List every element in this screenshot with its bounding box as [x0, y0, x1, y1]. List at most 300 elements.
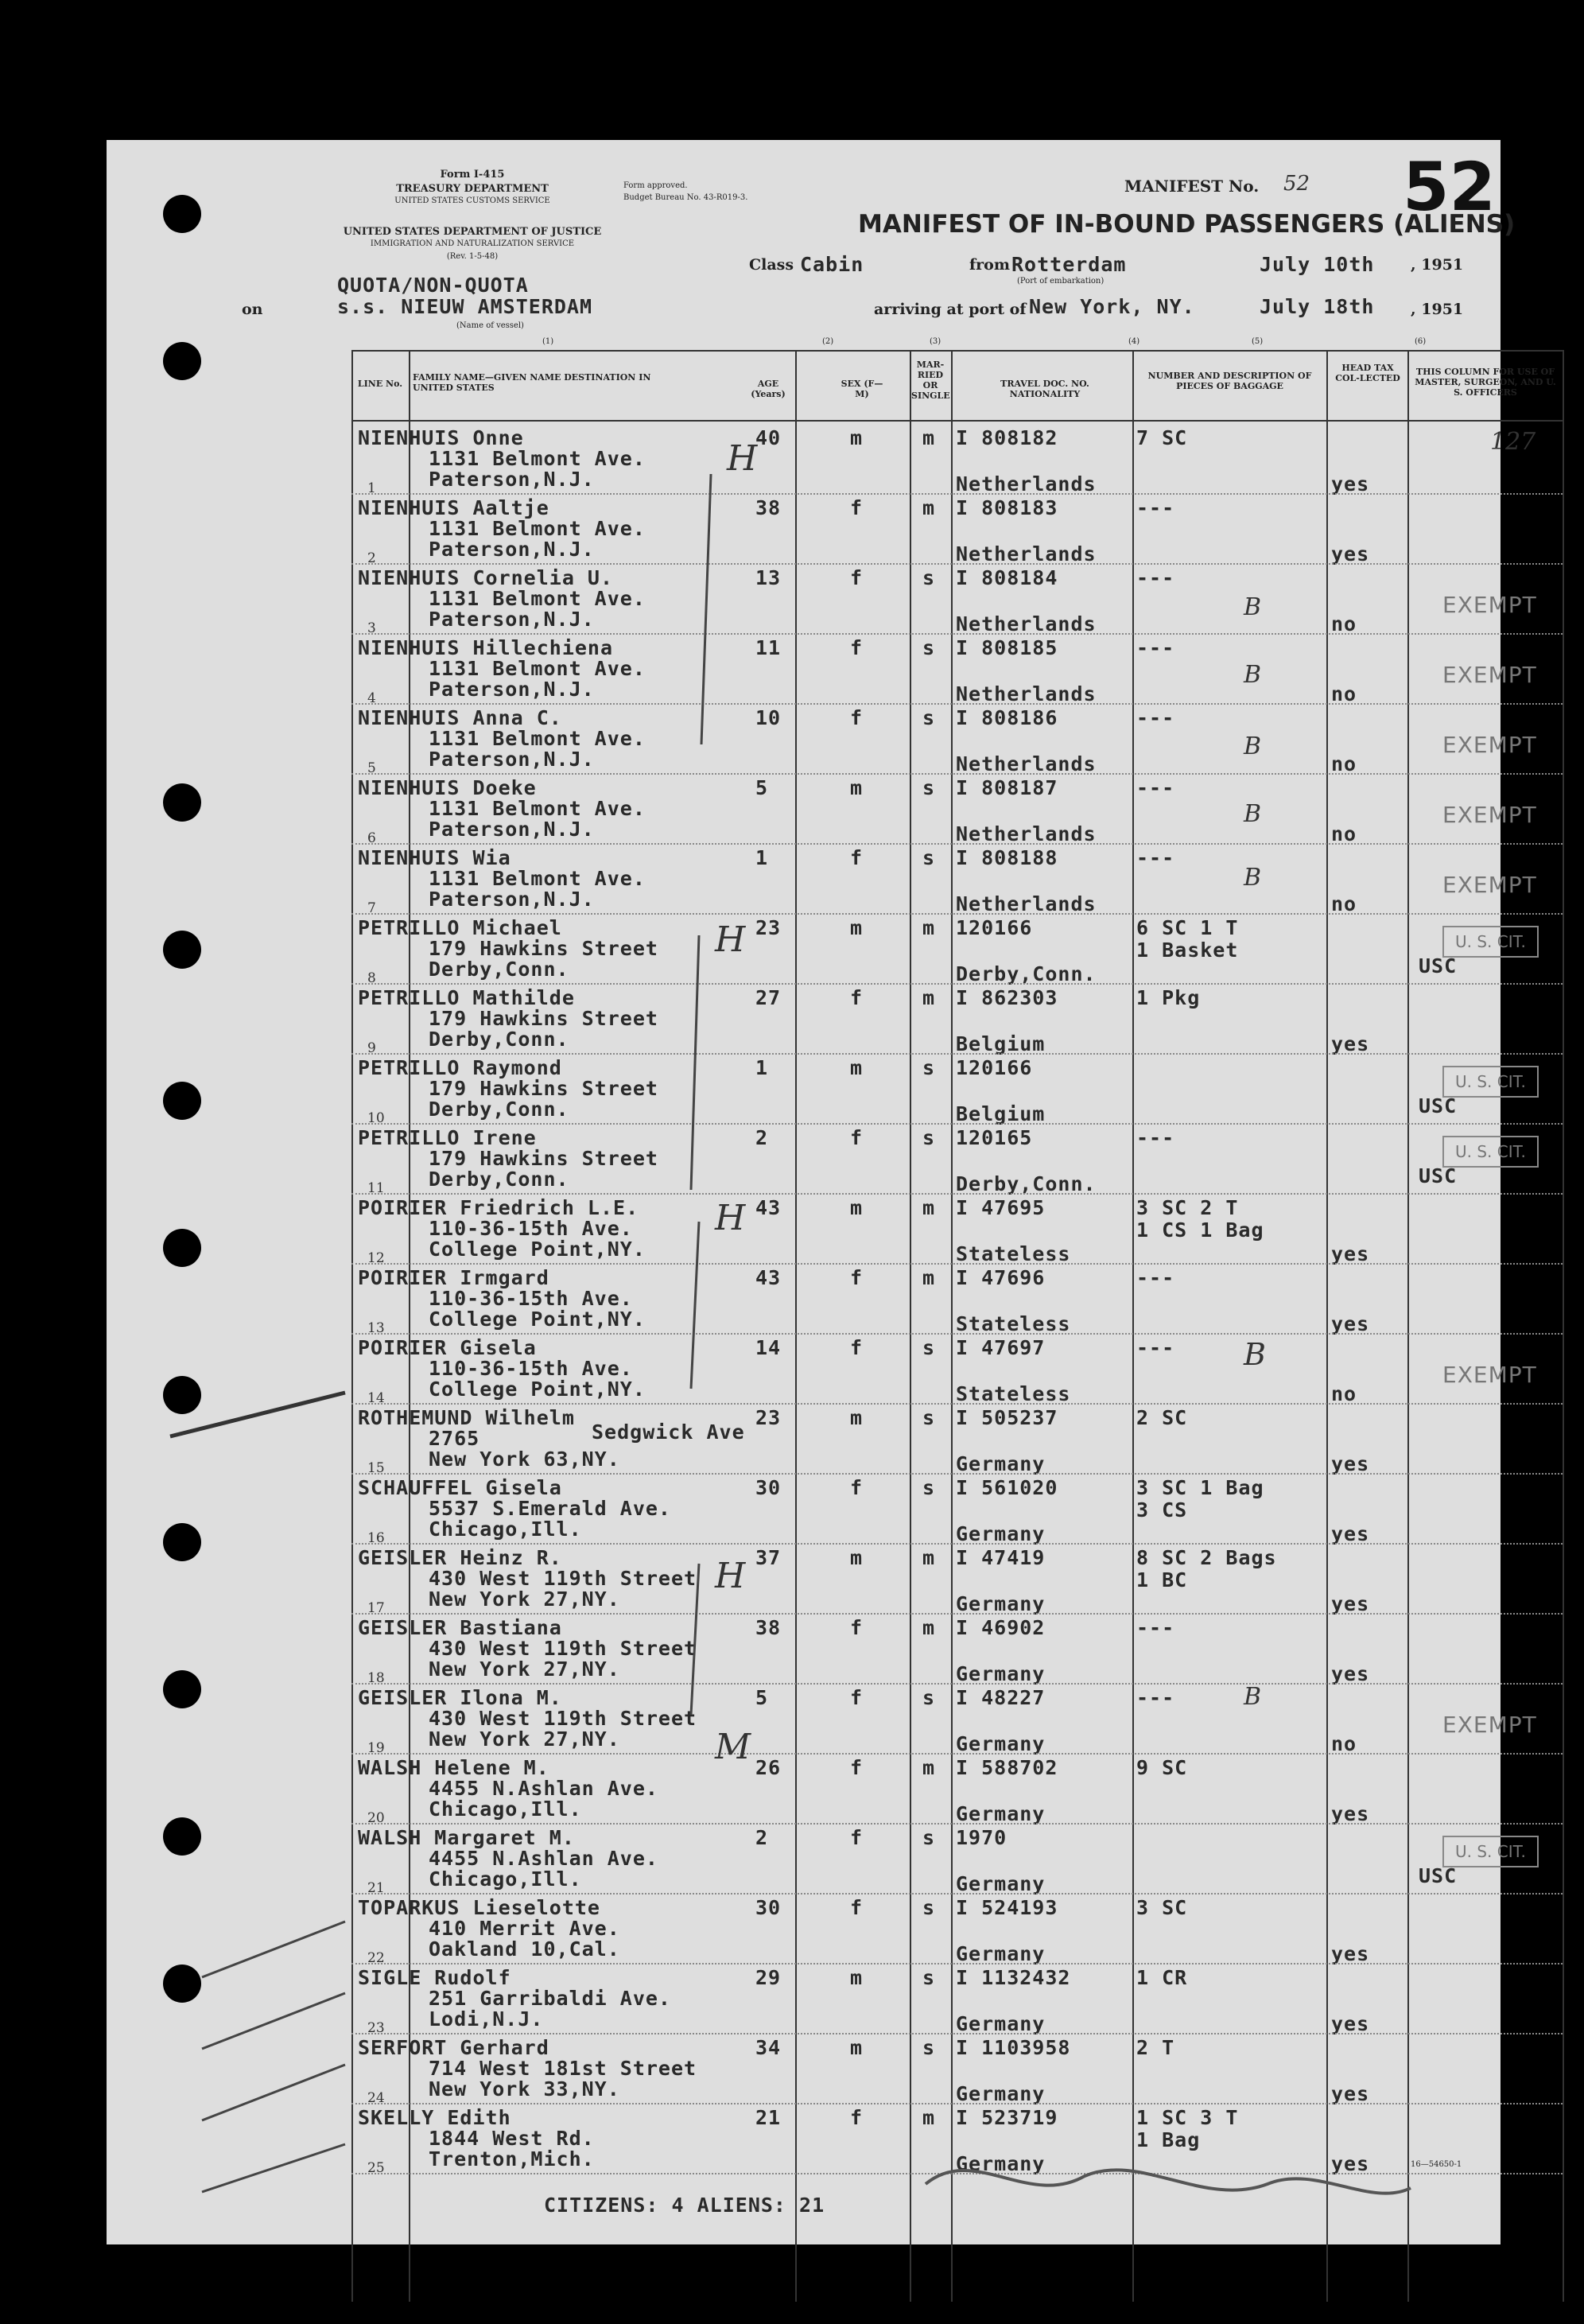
- passenger-sex: m: [850, 1546, 864, 1569]
- passenger-head-tax: no: [1331, 1732, 1357, 1755]
- passenger-baggage: ---: [1136, 496, 1175, 519]
- passenger-address: 179 Hawkins Street: [429, 1007, 658, 1030]
- passenger-marital: s: [922, 776, 936, 799]
- passenger-baggage: 8 SC 2 Bags: [1136, 1546, 1277, 1569]
- class-label: Class: [749, 256, 794, 274]
- passenger-doc-no: I 808188: [956, 846, 1058, 869]
- passenger-sex: m: [850, 1406, 864, 1429]
- passenger-address: 4455 N.Ashlan Ave.: [429, 1847, 658, 1870]
- header-name: FAMILY NAME—GIVEN NAME DESTINATION IN UNITED STATES: [413, 372, 651, 393]
- col-num-4: (4): [1128, 337, 1140, 346]
- passenger-head-tax: USC: [1419, 1864, 1458, 1887]
- arrival-date: July 18th: [1260, 295, 1375, 318]
- passenger-doc-no: I 862303: [956, 986, 1058, 1009]
- passenger-head-tax: no: [1331, 822, 1357, 845]
- passenger-city: New York 27,NY.: [429, 1658, 620, 1681]
- passenger-head-tax: yes: [1331, 472, 1370, 496]
- passenger-age: 40: [755, 426, 782, 449]
- passenger-marital: m: [922, 1756, 936, 1779]
- passenger-marital: s: [922, 566, 936, 589]
- passenger-baggage: ---: [1136, 1126, 1175, 1149]
- pen-stroke: [202, 2144, 345, 2192]
- passenger-name: NIENHUIS Hillechiena: [358, 636, 614, 659]
- manifest-sheet: [107, 140, 1556, 2244]
- passenger-sex: f: [850, 1756, 864, 1779]
- passenger-sex: f: [850, 1126, 864, 1149]
- passenger-baggage: 2 T: [1136, 2036, 1175, 2059]
- passenger-address: 1131 Belmont Ave.: [429, 727, 646, 750]
- passenger-doc-no: 120166: [956, 916, 1033, 939]
- passenger-line-no: 17: [367, 1600, 385, 1616]
- passenger-name: NIENHUIS Cornelia U.: [358, 566, 614, 589]
- passenger-line-no: 4: [367, 690, 376, 706]
- hand-mark-h: H: [715, 1198, 746, 1238]
- passenger-address: 179 Hawkins Street: [429, 1077, 658, 1100]
- binder-hole: [163, 342, 201, 380]
- justice-dept: UNITED STATES DEPARTMENT OF JUSTICE: [343, 226, 602, 238]
- embarkation-note: (Port of embarkation): [1017, 277, 1105, 286]
- passenger-nationality: Netherlands: [956, 542, 1097, 565]
- passenger-line-no: 7: [367, 900, 376, 916]
- passenger-nationality: Germany: [956, 1452, 1046, 1475]
- passenger-marital: s: [922, 1056, 936, 1079]
- passenger-name: PETRILLO Mathilde: [358, 986, 575, 1009]
- passenger-name: POIRIER Friedrich L.E.: [358, 1196, 639, 1219]
- passenger-marital: m: [922, 1546, 936, 1569]
- passenger-line-no: 19: [367, 1740, 385, 1756]
- passenger-name: GEISLER Bastiana: [358, 1616, 562, 1639]
- form-approved: Form approved.: [623, 181, 688, 190]
- passenger-line-no: 15: [367, 1460, 385, 1476]
- passenger-name: POIRIER Irmgard: [358, 1266, 549, 1289]
- passenger-sex: f: [850, 1896, 864, 1919]
- passenger-address: 110-36-15th Ave.: [429, 1357, 633, 1380]
- passenger-marital: s: [922, 636, 936, 659]
- passenger-city: College Point,NY.: [429, 1308, 646, 1331]
- passenger-baggage: ---: [1136, 776, 1175, 799]
- revision: (Rev. 1-5-48): [446, 252, 499, 261]
- passenger-nationality: Germany: [956, 2152, 1046, 2175]
- header-married: MAR-RIED OR SINGLE: [911, 359, 950, 401]
- passenger-name: NIENHUIS Onne: [358, 426, 524, 449]
- passenger-address: 2765: [429, 1427, 480, 1450]
- binder-hole: [163, 783, 201, 822]
- passenger-marital: s: [922, 1896, 936, 1919]
- passenger-marital: m: [922, 426, 936, 449]
- passenger-nationality: Netherlands: [956, 472, 1097, 496]
- passenger-age: 38: [755, 496, 782, 519]
- passenger-baggage: 3 SC: [1136, 1896, 1188, 1919]
- passenger-age: 23: [755, 916, 782, 939]
- passenger-address: 430 West 119th Street: [429, 1707, 697, 1730]
- signature-scribble: [926, 2170, 1411, 2193]
- passenger-age: 34: [755, 2036, 782, 2059]
- exempt-stamp: EXEMPT: [1442, 1712, 1537, 1738]
- passenger-address: 430 West 119th Street: [429, 1567, 697, 1590]
- passenger-doc-no: I 561020: [956, 1476, 1058, 1499]
- passenger-head-tax: yes: [1331, 1312, 1370, 1335]
- passenger-nationality: Netherlands: [956, 822, 1097, 845]
- passenger-doc-no: I 808183: [956, 496, 1058, 519]
- exempt-stamp: EXEMPT: [1442, 872, 1537, 898]
- passenger-name: PETRILLO Michael: [358, 916, 562, 939]
- passenger-marital: m: [922, 496, 936, 519]
- passenger-head-tax: USC: [1419, 954, 1458, 977]
- passenger-city: Trenton,Mich.: [429, 2147, 595, 2170]
- passenger-address: 1844 West Rd.: [429, 2127, 595, 2150]
- passenger-line-no: 3: [367, 620, 376, 636]
- passenger-doc-no: I 47419: [956, 1546, 1046, 1569]
- passenger-address: 430 West 119th Street: [429, 1637, 697, 1660]
- hand-mark-b: B: [1244, 800, 1262, 828]
- passenger-name: NIENHUIS Anna C.: [358, 706, 562, 729]
- passenger-name: WALSH Helene M.: [358, 1756, 549, 1779]
- exempt-stamp: EXEMPT: [1442, 1362, 1537, 1388]
- passenger-doc-no: I 505237: [956, 1406, 1058, 1429]
- passenger-marital: s: [922, 1826, 936, 1849]
- passenger-baggage-2: 1 Bag: [1136, 2128, 1201, 2151]
- passenger-baggage: ---: [1136, 1266, 1175, 1289]
- passenger-nationality: Germany: [956, 1942, 1046, 1965]
- manifest-big-number: 52: [1403, 148, 1496, 226]
- passenger-head-tax: no: [1331, 1382, 1357, 1405]
- passenger-sex: f: [850, 1476, 864, 1499]
- passenger-name: PETRILLO Irene: [358, 1126, 537, 1149]
- passenger-marital: m: [922, 1266, 936, 1289]
- passenger-nationality: Netherlands: [956, 752, 1097, 775]
- passenger-baggage: 3 SC 2 T: [1136, 1196, 1239, 1219]
- passenger-head-tax: no: [1331, 892, 1357, 915]
- passenger-baggage: 3 SC 1 Bag: [1136, 1476, 1264, 1499]
- departure-date: July 10th: [1260, 253, 1375, 276]
- passenger-address: 1131 Belmont Ave.: [429, 867, 646, 890]
- col-num-1: (1): [542, 337, 554, 346]
- passenger-line-no: 16: [367, 1530, 385, 1546]
- passenger-marital: m: [922, 1196, 936, 1219]
- passenger-head-tax: yes: [1331, 1802, 1370, 1825]
- treasury-dept: TREASURY DEPARTMENT: [396, 183, 549, 195]
- passenger-baggage: ---: [1136, 1616, 1175, 1639]
- passenger-age: 26: [755, 1756, 782, 1779]
- officer-note: 127: [1490, 428, 1536, 456]
- on-label: on: [242, 301, 263, 318]
- passenger-baggage: 6 SC 1 T: [1136, 916, 1239, 939]
- passenger-sex: f: [850, 496, 864, 519]
- col-num-2: (2): [822, 337, 834, 346]
- passenger-name: GEISLER Heinz R.: [358, 1546, 562, 1569]
- passenger-age: 23: [755, 1406, 782, 1429]
- pen-stroke: [202, 1922, 345, 1977]
- passenger-city: Derby,Conn.: [429, 1028, 569, 1051]
- passenger-age: 30: [755, 1896, 782, 1919]
- passenger-line-no: 18: [367, 1670, 385, 1686]
- manifest-no-label: MANIFEST No.: [1124, 177, 1260, 196]
- passenger-line-no: 5: [367, 760, 376, 776]
- passenger-sex: f: [850, 986, 864, 1009]
- passenger-age: 5: [755, 776, 769, 799]
- header-line-no: LINE No.: [357, 379, 403, 389]
- us-citizen-stamp: U. S. CIT.: [1442, 1836, 1539, 1867]
- passenger-line-no: 21: [367, 1880, 385, 1896]
- hand-mark-b: B: [1244, 1337, 1266, 1372]
- passenger-age: 2: [755, 1826, 769, 1849]
- passenger-head-tax: yes: [1331, 542, 1370, 565]
- vessel-note: (Name of vessel): [456, 321, 524, 330]
- passenger-sex: f: [850, 1826, 864, 1849]
- passenger-doc-no: I 524193: [956, 1896, 1058, 1919]
- passenger-baggage: ---: [1136, 566, 1175, 589]
- passenger-sex: f: [850, 1616, 864, 1639]
- passenger-name: PETRILLO Raymond: [358, 1056, 562, 1079]
- us-citizen-stamp: U. S. CIT.: [1442, 926, 1539, 958]
- hand-mark-h: H: [727, 438, 758, 479]
- ins-service: IMMIGRATION AND NATURALIZATION SERVICE: [370, 239, 575, 248]
- passenger-baggage-2: 1 Basket: [1136, 939, 1239, 962]
- passenger-nationality: Netherlands: [956, 682, 1097, 705]
- passenger-age: 37: [755, 1546, 782, 1569]
- passenger-sex: m: [850, 776, 864, 799]
- passenger-city: Paterson,N.J.: [429, 608, 595, 631]
- exempt-stamp: EXEMPT: [1442, 592, 1537, 618]
- passenger-nationality: Derby,Conn.: [956, 962, 1097, 985]
- passenger-doc-no: I 808185: [956, 636, 1058, 659]
- printer-code: 16—54650-1: [1411, 2160, 1462, 2169]
- hand-mark-b: B: [1244, 733, 1262, 760]
- passenger-city: Chicago,Ill.: [429, 1797, 582, 1821]
- passenger-head-tax: yes: [1331, 1942, 1370, 1965]
- passenger-address: 1131 Belmont Ave.: [429, 587, 646, 610]
- passenger-head-tax: yes: [1331, 1242, 1370, 1265]
- passenger-address: 1131 Belmont Ave.: [429, 517, 646, 540]
- arrival-year: , 1951: [1411, 301, 1464, 318]
- passenger-city: Paterson,N.J.: [429, 748, 595, 771]
- passenger-marital: m: [922, 916, 936, 939]
- passenger-baggage: ---: [1136, 1686, 1175, 1709]
- passenger-baggage-2: 3 CS: [1136, 1498, 1188, 1521]
- passenger-city: Chicago,Ill.: [429, 1518, 582, 1541]
- passenger-baggage: 1 CR: [1136, 1966, 1188, 1989]
- passenger-marital: s: [922, 2036, 936, 2059]
- customs-service: UNITED STATES CUSTOMS SERVICE: [394, 196, 550, 205]
- passenger-line-no: 22: [367, 1950, 385, 1966]
- passenger-head-tax: yes: [1331, 1522, 1370, 1545]
- passenger-city: Oakland 10,Cal.: [429, 1937, 620, 1961]
- passenger-city: New York 27,NY.: [429, 1588, 620, 1611]
- passenger-name: GEISLER Ilona M.: [358, 1686, 562, 1709]
- passenger-address: 251 Garribaldi Ave.: [429, 1987, 671, 2010]
- col-num-5: (5): [1252, 337, 1264, 346]
- passenger-line-no: 24: [367, 2090, 385, 2106]
- header-officers: THIS COLUMN FOR USE OF MASTER, SURGEON, AND U. S. OFFICERS: [1415, 367, 1556, 398]
- passenger-line-no: 20: [367, 1810, 385, 1826]
- passenger-head-tax: yes: [1331, 1032, 1370, 1055]
- passenger-name: TOPARKUS Lieselotte: [358, 1896, 600, 1919]
- passenger-city: Paterson,N.J.: [429, 888, 595, 911]
- passenger-nationality: Germany: [956, 1592, 1046, 1615]
- us-citizen-stamp: U. S. CIT.: [1442, 1066, 1539, 1098]
- pen-stroke: [691, 1564, 699, 1715]
- passenger-nationality: Germany: [956, 1662, 1046, 1685]
- passenger-line-no: 1: [367, 480, 376, 496]
- passenger-city: Derby,Conn.: [429, 958, 569, 981]
- passenger-address: 1131 Belmont Ave.: [429, 797, 646, 820]
- passenger-name: SIGLE Rudolf: [358, 1966, 511, 1989]
- passenger-line-no: 11: [367, 1180, 385, 1196]
- binder-hole: [163, 1523, 201, 1561]
- passenger-nationality: Germany: [956, 2082, 1046, 2105]
- passenger-address: 410 Merrit Ave.: [429, 1917, 620, 1940]
- passenger-baggage: 1 Pkg: [1136, 986, 1201, 1009]
- header-travel-doc: TRAVEL DOC. NO. NATIONALITY: [1000, 379, 1089, 399]
- passenger-head-tax: USC: [1419, 1094, 1458, 1117]
- passenger-nationality: Germany: [956, 1732, 1046, 1755]
- passenger-age: 10: [755, 706, 782, 729]
- hand-mark-m: M: [715, 1727, 751, 1767]
- budget-bureau: Budget Bureau No. 43-R019-3.: [623, 193, 748, 202]
- header-baggage: NUMBER AND DESCRIPTION OF PIECES OF BAGGAGE: [1147, 371, 1312, 391]
- manifest-no-value: 52: [1283, 172, 1310, 196]
- passenger-sex: m: [850, 1966, 864, 1989]
- passenger-city: Paterson,N.J.: [429, 468, 595, 491]
- passenger-baggage: ---: [1136, 706, 1175, 729]
- header-head-tax: HEAD TAX COL-LECTED: [1335, 363, 1400, 383]
- passenger-city: Paterson,N.J.: [429, 678, 595, 701]
- passenger-name: ROTHEMUND Wilhelm: [358, 1406, 575, 1429]
- passenger-head-tax: yes: [1331, 2012, 1370, 2035]
- passenger-age: 30: [755, 1476, 782, 1499]
- passenger-head-tax: no: [1331, 682, 1357, 705]
- passenger-doc-no: I 1132432: [956, 1966, 1071, 1989]
- passenger-age: 1: [755, 1056, 769, 1079]
- binder-hole: [163, 195, 201, 233]
- passenger-name: NIENHUIS Aaltje: [358, 496, 549, 519]
- passenger-baggage: 1 SC 3 T: [1136, 2106, 1239, 2129]
- header-sex: SEX (F—M): [841, 379, 883, 399]
- passenger-doc-no: I 808184: [956, 566, 1058, 589]
- passenger-line-no: 2: [367, 550, 376, 566]
- passenger-marital: s: [922, 1686, 936, 1709]
- binder-hole: [163, 1082, 201, 1120]
- passenger-sex: f: [850, 1266, 864, 1289]
- hand-mark-h: H: [715, 919, 746, 960]
- passenger-baggage: 2 SC: [1136, 1406, 1188, 1429]
- passenger-nationality: Stateless: [956, 1382, 1071, 1405]
- totals-line: CITIZENS: 4 ALIENS: 21: [544, 2194, 825, 2217]
- passenger-nationality: Derby,Conn.: [956, 1172, 1097, 1195]
- arrival-port: New York, NY.: [1029, 295, 1195, 318]
- header-age: AGE (Years): [751, 379, 786, 399]
- arriving-label: arriving at port of: [874, 301, 1027, 318]
- passenger-age: 21: [755, 2106, 782, 2129]
- col-num-6: (6): [1415, 337, 1427, 346]
- passenger-marital: m: [922, 2106, 936, 2129]
- binder-hole: [163, 1965, 201, 2003]
- passenger-doc-no: 120165: [956, 1126, 1033, 1149]
- passenger-city: New York 63,NY.: [429, 1448, 620, 1471]
- exempt-stamp: EXEMPT: [1442, 802, 1537, 828]
- exempt-stamp: EXEMPT: [1442, 662, 1537, 688]
- passenger-marital: m: [922, 1616, 936, 1639]
- pen-stroke: [202, 1993, 345, 2049]
- passenger-age: 43: [755, 1196, 782, 1219]
- manifest-title: MANIFEST OF IN-BOUND PASSENGERS (ALIENS): [858, 210, 1516, 239]
- passenger-doc-no: I 808182: [956, 426, 1058, 449]
- passenger-sex: f: [850, 566, 864, 589]
- pen-stroke: [691, 1222, 699, 1389]
- passenger-age: 27: [755, 986, 782, 1009]
- passenger-line-no: 8: [367, 970, 376, 986]
- passenger-address: 1131 Belmont Ave.: [429, 657, 646, 680]
- binder-hole: [163, 1229, 201, 1267]
- passenger-head-tax: yes: [1331, 1592, 1370, 1615]
- passenger-age: 1: [755, 846, 769, 869]
- passenger-age: 2: [755, 1126, 769, 1149]
- passenger-sex: f: [850, 1336, 864, 1359]
- passenger-age: 14: [755, 1336, 782, 1359]
- passenger-nationality: Belgium: [956, 1102, 1046, 1125]
- passenger-sex: f: [850, 706, 864, 729]
- binder-hole: [163, 1670, 201, 1708]
- binder-hole: [163, 1817, 201, 1856]
- passenger-doc-no: I 1103958: [956, 2036, 1071, 2059]
- binder-hole: [163, 1376, 201, 1414]
- pen-stroke: [701, 474, 711, 744]
- passenger-sex: f: [850, 1686, 864, 1709]
- passenger-doc-no: I 808186: [956, 706, 1058, 729]
- form-number: Form I-415: [440, 169, 505, 181]
- passenger-city: Lodi,N.J.: [429, 2007, 544, 2031]
- exempt-stamp: EXEMPT: [1442, 732, 1537, 758]
- passenger-doc-no: 120166: [956, 1056, 1033, 1079]
- passenger-sex: f: [850, 846, 864, 869]
- passenger-baggage-2: 1 CS 1 Bag: [1136, 1218, 1264, 1242]
- passenger-nationality: Netherlands: [956, 892, 1097, 915]
- passenger-address: 4455 N.Ashlan Ave.: [429, 1777, 658, 1800]
- passenger-sex: m: [850, 1056, 864, 1079]
- passenger-sex: m: [850, 1196, 864, 1219]
- passenger-baggage: ---: [1136, 1336, 1175, 1359]
- passenger-name: SCHAUFFEL Gisela: [358, 1476, 562, 1499]
- passenger-baggage: 9 SC: [1136, 1756, 1188, 1779]
- passenger-doc-no: 1970: [956, 1826, 1007, 1849]
- passenger-nationality: Germany: [956, 1802, 1046, 1825]
- passenger-nationality: Stateless: [956, 1242, 1071, 1265]
- passenger-name: WALSH Margaret M.: [358, 1826, 575, 1849]
- passenger-marital: s: [922, 706, 936, 729]
- sedgwick-insert: Sedgwick Ave: [592, 1420, 745, 1444]
- passenger-city: Derby,Conn.: [429, 1098, 569, 1121]
- passenger-line-no: 6: [367, 830, 376, 846]
- passenger-baggage: ---: [1136, 636, 1175, 659]
- pen-stroke: [691, 935, 699, 1190]
- passenger-baggage-2: 1 BC: [1136, 1568, 1188, 1591]
- hand-mark-h: H: [715, 1556, 746, 1596]
- binder-hole: [163, 931, 201, 969]
- passenger-doc-no: I 808187: [956, 776, 1058, 799]
- hand-mark-b: B: [1244, 593, 1262, 621]
- passenger-sex: m: [850, 2036, 864, 2059]
- passenger-doc-no: I 47696: [956, 1266, 1046, 1289]
- passenger-marital: s: [922, 1966, 936, 1989]
- passenger-city: Derby,Conn.: [429, 1168, 569, 1191]
- passenger-line-no: 13: [367, 1320, 385, 1336]
- hand-mark-b: B: [1244, 864, 1262, 892]
- passenger-name: NIENHUIS Doeke: [358, 776, 537, 799]
- passenger-city: Paterson,N.J.: [429, 538, 595, 561]
- passenger-age: 11: [755, 636, 782, 659]
- class-value: Cabin: [800, 253, 864, 276]
- passenger-age: 43: [755, 1266, 782, 1289]
